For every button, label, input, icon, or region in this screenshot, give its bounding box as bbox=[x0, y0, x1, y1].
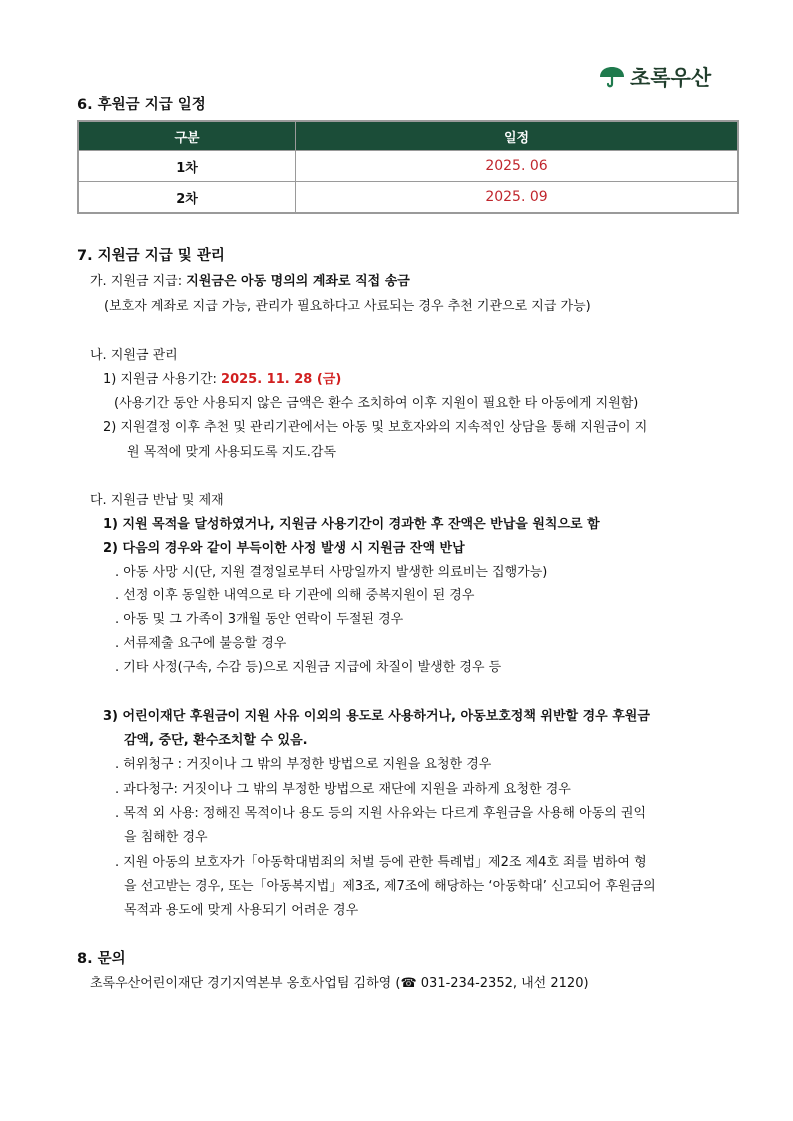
row-date: 2025. 09 bbox=[296, 182, 739, 214]
list-item: . 서류제출 요구에 불응할 경우 bbox=[115, 636, 287, 651]
usage-deadline: 2025. 11. 28 (금) bbox=[221, 372, 342, 387]
section-8-title: 8. 문의 bbox=[77, 951, 126, 967]
umbrella-icon bbox=[598, 66, 626, 88]
ga-bold-text: 지원금은 아동 명의의 계좌로 직접 송금 bbox=[186, 274, 410, 289]
na-item-1-note: (사용기간 동안 사용되지 않은 금액은 환수 조치하여 이후 지원이 필요한 타 아동에게 지원함) bbox=[114, 396, 639, 411]
list-item-continuation: 목적과 용도에 맞게 사용되기 어려운 경우 bbox=[124, 903, 359, 918]
subsection-da-title: 다. 지원금 반납 및 제재 bbox=[90, 493, 224, 508]
contact-prefix: 초록우산어린이재단 경기지역본부 옹호사업팀 김하영 ( bbox=[90, 976, 401, 991]
list-item: . 허위청구 : 거짓이나 그 밖의 부정한 방법으로 지원을 요청한 경우 bbox=[115, 757, 492, 772]
table-header-row bbox=[78, 121, 738, 151]
foundation-logo bbox=[598, 62, 711, 92]
column-header-schedule: 일정 bbox=[296, 121, 739, 151]
da-item-2: 2) 다음의 경우와 같이 부득이한 사정 발생 시 지원금 잔액 반납 bbox=[103, 541, 465, 556]
contact-phone: 031-234-2352, 내선 2120) bbox=[416, 976, 589, 991]
section-6-title: 6. 후원금 지급 일정 bbox=[77, 97, 206, 113]
subsection-ga bbox=[90, 270, 410, 289]
row-label: 1차 bbox=[78, 151, 296, 182]
list-item: . 과다청구: 거짓이나 그 밖의 부정한 방법으로 재단에 지원을 과하게 요청한 경우 bbox=[115, 782, 571, 797]
row-label: 2차 bbox=[78, 182, 296, 214]
list-item: . 아동 사망 시(단, 지원 결정일로부터 사망일까지 발생한 의료비는 집행가능) bbox=[115, 565, 548, 580]
contact-info bbox=[90, 972, 589, 991]
table-row bbox=[78, 182, 738, 214]
da-item-1: 1) 지원 목적을 달성하였거나, 지원금 사용기간이 경과한 후 잔액은 반납을 원칙으로 함 bbox=[103, 517, 600, 532]
ga-prefix: 가. 지원금 지급: bbox=[90, 274, 187, 289]
list-item: . 아동 및 그 가족이 3개월 동안 연락이 두절된 경우 bbox=[115, 612, 404, 627]
list-item: . 지원 아동의 보호자가「아동학대범죄의 처벌 등에 관한 특례법」제2조 제4호 죄를 범하여 형 bbox=[115, 855, 647, 870]
column-header-category: 구분 bbox=[78, 121, 296, 151]
logo-text: 초록우산 bbox=[630, 66, 712, 90]
na-item-2-line-2: 원 목적에 맞게 사용되도록 지도.감독 bbox=[127, 445, 337, 460]
list-item: . 선정 이후 동일한 내역으로 타 기관에 의해 중복지원이 된 경우 bbox=[115, 588, 475, 603]
list-item: . 기타 사정(구속, 수감 등)으로 지원금 지급에 차질이 발생한 경우 등 bbox=[115, 660, 502, 675]
na-item-1 bbox=[103, 368, 341, 387]
section-7-title: 7. 지원금 지급 및 관리 bbox=[77, 248, 225, 264]
row-date: 2025. 06 bbox=[296, 151, 739, 182]
list-item-continuation: 을 선고받는 경우, 또는「아동복지법」제3조, 제7조에 해당하는 ‘아동학대’ 신고되어 후원금의 bbox=[124, 879, 656, 894]
na-item-1-prefix: 1) 지원금 사용기간: bbox=[103, 372, 222, 387]
phone-icon: ☎ bbox=[400, 976, 417, 991]
ga-note: (보호자 계좌로 지급 가능, 관리가 필요하다고 사료되는 경우 추천 기관으로 지급 가능) bbox=[104, 299, 591, 314]
da-item-3-line-1: 3) 어린이재단 후원금이 지원 사유 이외의 용도로 사용하거나, 아동보호정책 위반할 경우 후원금 bbox=[103, 709, 650, 724]
list-item-continuation: 을 침해한 경우 bbox=[124, 830, 208, 845]
na-item-2-line-1: 2) 지원결정 이후 추천 및 관리기관에서는 아동 및 보호자와의 지속적인 상담을 통해 지원금이 지 bbox=[103, 420, 648, 435]
payment-schedule-table bbox=[77, 120, 739, 214]
subsection-na-title: 나. 지원금 관리 bbox=[90, 348, 178, 363]
da-item-3-line-2: 감액, 중단, 환수조치할 수 있음. bbox=[124, 733, 308, 748]
list-item: . 목적 외 사용: 정해진 목적이나 용도 등의 지원 사유와는 다르게 후원금을 사용해 아동의 권익 bbox=[115, 806, 647, 821]
table-row bbox=[78, 151, 738, 182]
